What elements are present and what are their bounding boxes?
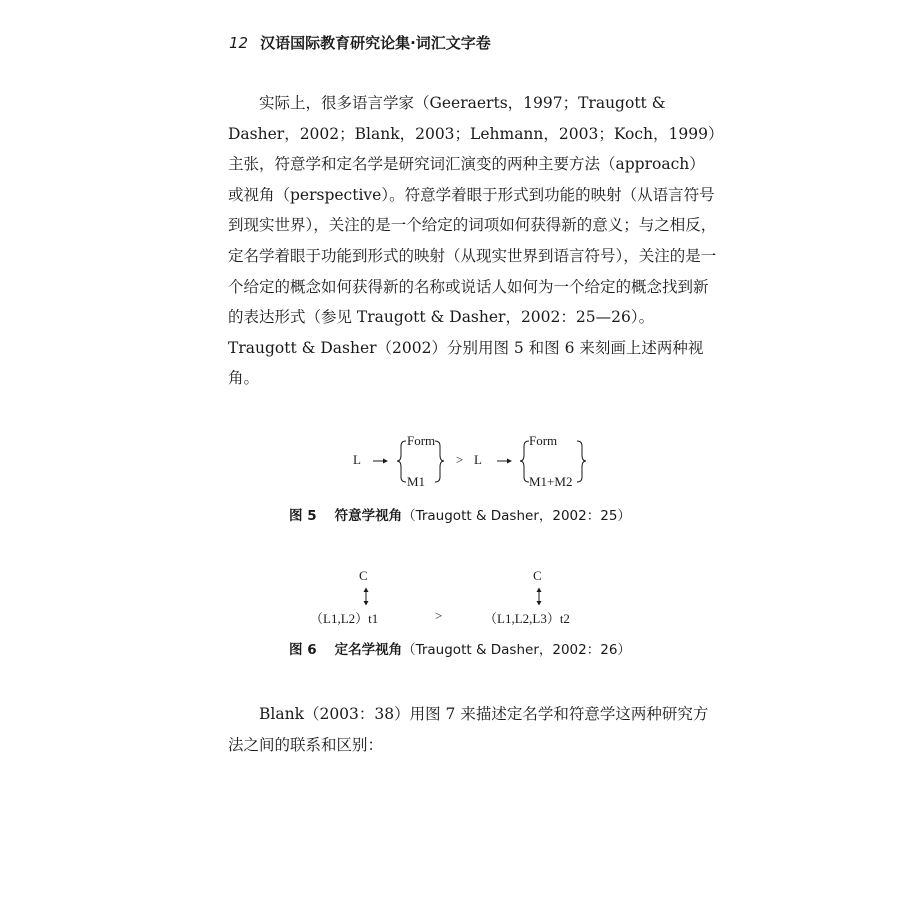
arrow-right-icon [497,459,512,464]
fig6-c-2: C [533,568,542,583]
double-arrow-icon [537,588,542,606]
left-brace-icon [520,441,529,482]
figure-5-reference: （Traugott & Dasher，2002：25） [402,508,631,524]
double-arrow-icon [364,588,369,606]
figure-6-title: 定名学视角 [334,642,403,658]
left-brace-icon [397,441,406,482]
arrow-right-icon [373,459,388,464]
figure-6-reference: （Traugott & Dasher，2002：26） [402,642,631,658]
figure-6-caption [289,638,631,658]
figure-5-number: 图 5 [289,508,317,524]
fig5-m1: M1 [407,474,426,489]
fig6-right-set: （L1,L2,L3）t2 [484,611,570,626]
fig5-left-L: L [353,452,361,467]
fig5-form-1: Form [407,433,436,448]
fig6-c-1: C [359,568,368,583]
fig6-greater-than: > [435,608,443,623]
fig5-greater-than: > [456,452,464,467]
page-number: 12 [229,34,249,52]
fig5-right-L: L [474,452,482,467]
paragraph-1-text: 实际上，很多语言学家（Geeraerts，1997；Traugott & Dasher，2002；Blank，2003；Lehmann，2003；Koch，1999）主张，符意学和定名学是研究词汇演变的两种主要方法（approach）或视角（perspective）。符意学着眼于形式到功能的映射（从语言符号到现实世界），关注的是一个给定的词项如何获得新的意义；与之相反，定名学着眼于功能到形式的映射（从现实世界到语言符号），关注的是一个给定的概念如何获得新的名称或说话人如何为一个给定的概念找到新的表达形式（参见 Traugott & Dasher，2002：25—26）。Traugott & Dasher（2002）分别用图 5 和图 6 来刻画上述两种视角。 [228,94,717,388]
fig6-left-set: （L1,L2）t1 [310,611,379,626]
paragraph-2-text: Blank（2003：38）用图 7 来描述定名学和符意学这两种研究方法之间的联系和区别： [228,705,709,754]
fig5-m1-m2: M1+M2 [529,474,573,489]
right-brace-icon [577,441,586,482]
figure-5-title: 符意学视角 [334,508,403,524]
fig5-form-2: Form [529,433,558,448]
paragraph-2 [228,699,720,760]
figure-5-caption [289,504,631,524]
running-title: 汉语国际教育研究论集·词汇文字卷 [260,34,491,52]
figure-6-number: 图 6 [289,642,317,658]
right-brace-icon [435,441,444,482]
